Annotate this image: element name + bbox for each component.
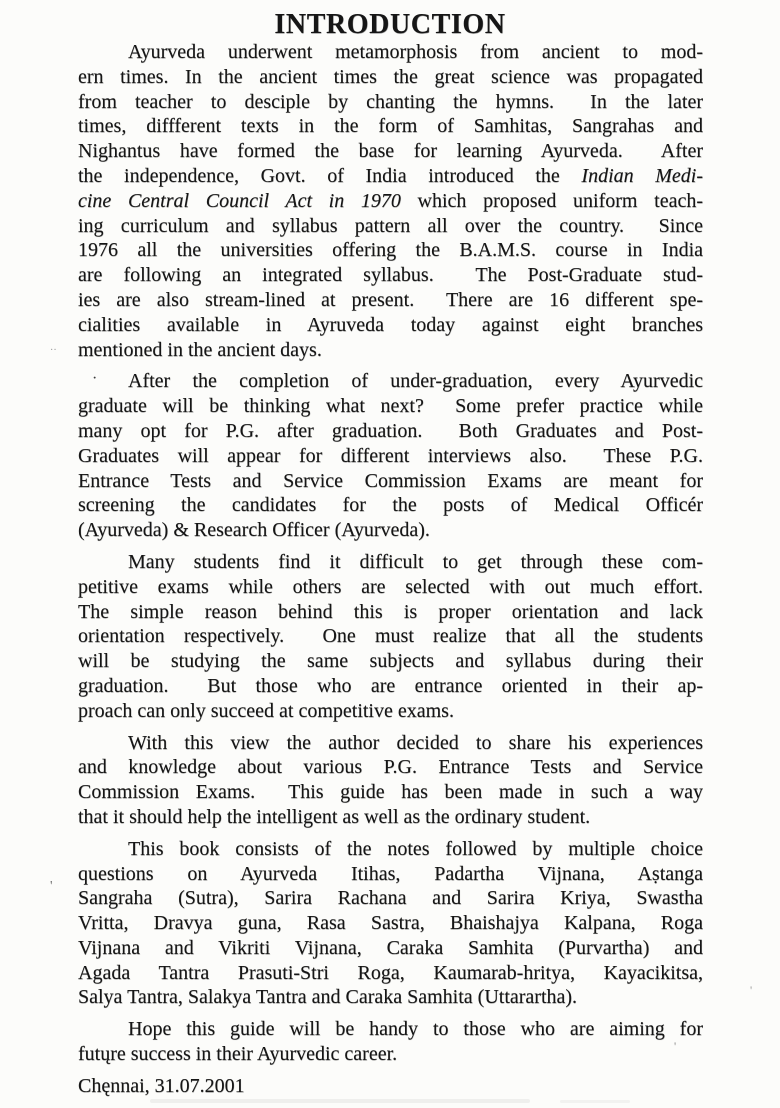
text-line xyxy=(78,1017,703,1042)
text-line xyxy=(78,674,703,699)
text-line xyxy=(78,886,703,911)
text-line xyxy=(78,755,703,780)
text-segment: Ayurveda underwent metamorphosis from ancient to mod- xyxy=(128,41,703,63)
text-segment: Many students find it difficult to get through these com- xyxy=(128,550,703,573)
italic-text-segment: Indian Medi- xyxy=(581,164,703,187)
text-segment: Agada Tantra Prasuti-Stri Roga, Kaumarab-hritya, Kayacikitsa, xyxy=(78,961,703,984)
text-line xyxy=(78,805,703,830)
text-line xyxy=(78,961,703,986)
text-segment: the independence, Govt. of India introduced the xyxy=(78,164,582,187)
text-line xyxy=(78,139,703,164)
text-segment: Graduates will appear for different interviews also. These P.G. xyxy=(78,444,703,467)
text-segment: petitive exams while others are selected with out much effort. xyxy=(78,575,703,598)
text-segment: cialities available in Ayruveda today against eight branches xyxy=(78,313,703,336)
text-segment: mentioned in the ancient days. xyxy=(78,338,322,361)
text-segment: Salya Tantra, Salakya Tantra and Caraka Samhita (Uttarartha). xyxy=(78,986,578,1009)
page-title: INTRODUCTION xyxy=(274,9,506,40)
text-segment: will be studying the same subjects and syllabus during their xyxy=(78,650,703,673)
text-segment: 1976 all the universities offering the B.A.M.S. course in India xyxy=(78,239,703,262)
text-segment: futųre success in their Ayurvedic career. xyxy=(78,1043,398,1066)
text-line xyxy=(78,649,703,674)
text-segment: questions on Ayurveda Itihas, Padartha Vijnana, Aṣtanga xyxy=(78,862,703,885)
text-line xyxy=(78,40,703,65)
text-line xyxy=(78,600,703,625)
text-segment: ing curriculum and syllabus pattern all over the country. Since xyxy=(78,214,703,237)
text-segment: This book consists of the notes followed by multiple choice xyxy=(128,837,703,860)
paragraph xyxy=(78,731,703,830)
scan-artifact: ' xyxy=(50,879,53,894)
text-line xyxy=(78,911,703,936)
text-line xyxy=(78,338,703,363)
paragraph xyxy=(78,40,703,362)
text-line xyxy=(78,369,703,394)
scan-smudge xyxy=(150,1099,530,1103)
text-segment: Entrance Tests and Service Commission Exams are meant for xyxy=(78,469,703,492)
text-line xyxy=(78,263,703,288)
text-line xyxy=(78,114,703,139)
scan-artifact: ' xyxy=(674,1039,677,1053)
text-segment: times, diffferent texts in the form of Samhitas, Sangrahas and xyxy=(78,115,703,138)
text-line xyxy=(78,985,703,1010)
scan-smudge xyxy=(560,1100,630,1103)
text-line xyxy=(78,862,703,887)
scan-artifact: · xyxy=(92,370,98,387)
text-segment: ern times. In the ancient times the great science was propagated xyxy=(78,65,703,88)
text-segment: After the completion of under-graduation, every Ayurvedic xyxy=(128,370,703,393)
signoff-line: Chęnnai, 31.07.2001 xyxy=(78,1074,245,1097)
text-segment: and knowledge about various P.G. Entrance Tests and Service xyxy=(78,756,703,779)
text-line xyxy=(78,214,703,239)
text-segment: graduation. But those who are entrance oriented in their ap- xyxy=(78,674,703,697)
body-text xyxy=(78,40,703,1099)
text-segment: Sangraha (Sutra), Sarira Rachana and Sarira Kriya, Swastha xyxy=(78,887,703,910)
text-segment: Hope this guide will be handy to those who are aiming for xyxy=(128,1018,703,1041)
text-line xyxy=(78,731,703,756)
text-line xyxy=(78,90,703,115)
text-segment: which proposed uniform teach- xyxy=(400,189,703,212)
text-segment: With this view the author decided to share his experiences xyxy=(128,731,703,754)
text-line xyxy=(78,313,703,338)
text-line xyxy=(78,419,703,444)
paragraph xyxy=(78,1017,703,1067)
text-line xyxy=(78,550,703,575)
text-segment: are following an integrated syllabus. The Post-Graduate stud- xyxy=(78,264,703,287)
text-line xyxy=(78,699,703,724)
text-segment: many opt for P.G. after graduation. Both Graduates and Post- xyxy=(78,419,703,442)
text-line xyxy=(78,1039,703,1067)
text-segment: ies are also stream-lined at present. There are 16 different spe- xyxy=(78,288,703,311)
text-line xyxy=(78,238,703,263)
scan-artifact: ' xyxy=(750,983,753,997)
text-segment: screening the candidates for the posts of Medical Officér xyxy=(78,494,703,517)
text-line xyxy=(78,493,703,518)
text-segment: Nighantus have formed the base for learning Ayurveda. After xyxy=(78,140,703,163)
text-line xyxy=(78,936,703,961)
scan-artifact: ·· xyxy=(50,345,57,356)
text-segment: proach can only succeed at competitive exams. xyxy=(78,699,454,722)
text-segment: Vritta, Dravya guna, Rasa Sastra, Bhaishajya Kalpana, Roga xyxy=(78,912,703,935)
italic-text-segment: cine Central Council Act in 1970 xyxy=(78,189,401,212)
text-line xyxy=(78,780,703,805)
paragraph xyxy=(78,369,703,543)
text-line xyxy=(78,837,703,862)
text-segment: Vijnana and Vikriti Vijnana, Caraka Samhita (Purvartha) and xyxy=(78,936,703,959)
text-segment: Commission Exams. This guide has been made in such a way xyxy=(78,781,703,804)
text-line xyxy=(78,518,703,543)
text-line xyxy=(78,164,703,189)
text-line xyxy=(78,189,703,214)
text-line xyxy=(78,575,703,600)
text-segment: orientation respectively. One must realize that all the students xyxy=(78,625,703,648)
text-line xyxy=(78,469,703,494)
text-segment: (Ayurveda) & Research Officer (Ayurveda). xyxy=(78,519,430,542)
text-line xyxy=(78,444,703,469)
text-line xyxy=(78,394,703,419)
text-line xyxy=(78,624,703,649)
text-segment: that it should help the intelligent as well as the ordinary student. xyxy=(78,805,591,828)
text-line xyxy=(78,65,703,90)
text-segment: from teacher to desciple by chanting the hymns. In the later xyxy=(78,90,703,113)
paragraph xyxy=(78,550,703,724)
paragraph xyxy=(78,837,703,1011)
text-segment: graduate will be thinking what next? Some prefer practice while xyxy=(78,395,703,418)
text-segment: The simple reason behind this is proper orientation and lack xyxy=(78,600,703,623)
text-line xyxy=(78,288,703,313)
